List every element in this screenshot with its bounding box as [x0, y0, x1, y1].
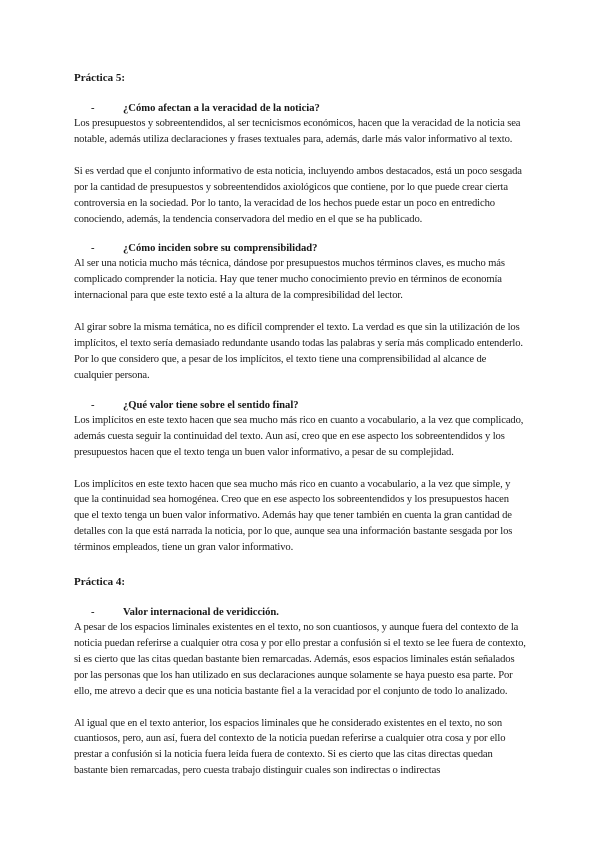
question-heading-comprensibilidad	[74, 242, 526, 256]
question-heading-text: Valor internacional de veridicción.	[123, 607, 279, 619]
question-heading-sentido-final	[74, 399, 526, 413]
question-heading-veridiccion	[74, 606, 526, 620]
question-heading-text: ¿Cómo afectan a la veracidad de la noticia?	[123, 103, 320, 114]
section-title-practica-5: Práctica 5:	[74, 72, 125, 84]
paragraph: Los implícitos en este texto hacen que sea mucho más rico en cuanto a vocabulario, a la vez que simple, y que la continuidad sea homogénea. Creo que en ese aspecto los sobreentendidos y los presupuestos hacen que el texto tenga un buen valor informativo. Además hay que tener también en cuenta la gran cantidad de detalles con la que está narrada la noticia, por lo que, aunque sea una información bastante sesgada por los términos empleados, tiene un gran valor informativo.	[74, 478, 513, 554]
question-heading-text: ¿Qué valor tiene sobre el sentido final?	[123, 399, 299, 411]
bullet-dash: -	[91, 103, 95, 114]
paragraph: Si es verdad que el conjunto informativo de esta noticia, incluyendo ambos destacados, está un poco sesgada por la cantidad de presupuestos y sobreentendidos axiológicos que contiene, por lo que puede crear cierta controversia en la sociedad. Por lo tanto, la veracidad de los hechos puede estar un poco en entredicho conociendo, además, la tendencia conservadora del medio en el que se ha publicado.	[74, 165, 522, 225]
bullet-dash: -	[91, 399, 95, 411]
paragraph: Los implícitos en este texto hacen que sea mucho más rico en cuanto a vocabulario, a la vez que complicado, además cuesta seguir la continuidad del texto. Aun así, creo que en ese aspecto los sobreentendidos y los presupuestos hacen que el texto tenga un buen valor informativo, a pesar de su complejidad.	[74, 414, 524, 458]
question-heading-text: ¿Cómo inciden sobre su comprensibilidad?	[123, 243, 318, 255]
paragraph: Al girar sobre la misma temática, no es difícil comprender el texto. La verdad es que sin la utilización de los implícitos, el texto sería demasiado redundante usando todas las palabras y sería más complicado entenderlo. Por lo que considero que, a pesar de los implícitos, el texto tiene una comprensibilidad al alcance de cualquier persona.	[74, 322, 523, 381]
paragraph: Al igual que en el texto anterior, los espacios liminales que he considerado existentes en el texto, no son cuantiosos, pero, aun así, fuera del contexto de la noticia puedan referirse a cualquier otra cosa y por ello prestar a confusión si la noticia fuera leída fuera de contexto. Si es cierto que las citas directas quedan bastante bien remarcadas, pero cuesta trabajo distinguir cuales son indirectas o indirectas	[74, 717, 506, 777]
question-heading-veracidad	[74, 102, 526, 116]
document-body	[74, 71, 526, 779]
paragraph: A pesar de los espacios liminales existentes en el texto, no son cuantiosos, y aunque fuera del contexto de la noticia puedan referirse a cualquier otra cosa y por ello prestar a confusión si el texto se lee fuera de contexto, si es cierto que las citas quedan bastante bien remarcadas. Además, esos espacios liminales están señalados por las personas que los han utilizado en sus declaraciones aunque solamente se haya puesto esa parte. Por ello, me atrevo a decir que es una noticia bastante fiel a la veracidad por el conjunto de todo lo analizado.	[74, 622, 526, 697]
section-title-practica-4: Práctica 4:	[74, 576, 125, 589]
bullet-dash: -	[91, 607, 95, 619]
paragraph: Los presupuestos y sobreentendidos, al ser tecnicismos económicos, hacen que la veracidad de la noticia sea notable, además utiliza declaraciones y frases textuales para, además, darle más valor informativo al texto.	[74, 118, 521, 145]
bullet-dash: -	[91, 243, 95, 255]
paragraph: Al ser una noticia mucho más técnica, dándose por presupuestos muchos términos claves, es mucho más complicado comprender la noticia. Hay que tener mucho conocimiento previo en términos de economía internacional para que este texto esté a la altura de la compresibilidad del lector.	[74, 258, 505, 302]
